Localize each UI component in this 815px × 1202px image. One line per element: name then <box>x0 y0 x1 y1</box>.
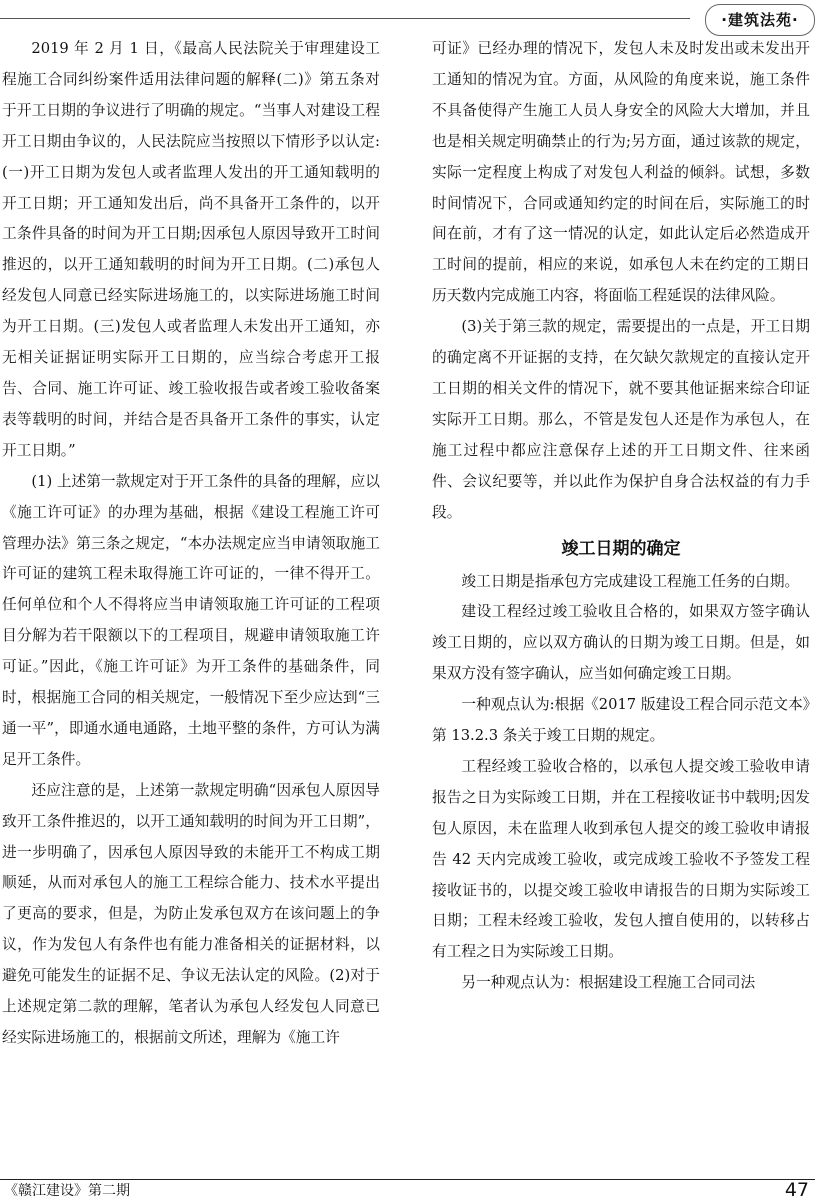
page-number: 47 <box>784 1179 809 1201</box>
paragraph: (3)关于第三款的规定，需要提出的一点是，开工日期的确定离不开证据的支持，在欠缺欠款规定的直接认定开工日期的相关文件的情况下，就不要其他证据来综合印证实际开工日期。那么，不管是发包人还是作为承包人，在施工过程中都应注意保存上述的开工日期文件、往来函件、会议纪要等，并以此作为保护自身合法权益的有力手段。 <box>432 318 810 521</box>
left-column <box>2 34 380 1054</box>
right-column <box>432 34 810 999</box>
paragraph: 一种观点认为:根据《2017 版建设工程合同示范文本》第 13.2.3 条关于竣工日期的规定。 <box>432 696 810 745</box>
paragraph: 工程经竣工验收合格的，以承包人提交竣工验收申请报告之日为实际竣工日期，并在工程接收证书中载明;因发包人原因，未在监理人收到承包人提交的竣工验收申请报告 42 天内完成竣工验收，或完成竣工验收不予签发工程接收证书的，以提交竣工验收申请报告的日期为实际竣工日期；工程未经竣工验收，发包人擅自使用的，以转移占有工程之日为实际竣工日期。 <box>432 757 810 961</box>
footer-rule <box>0 1179 815 1180</box>
section-heading: 竣工日期的确定 <box>561 538 681 559</box>
paragraph-continued: 可证》已经办理的情况下，发包人未及时发出或未发出开工通知的情况为宜。方面，从风险的角度来说，施工条件不具备使得产生施工人员人身安全的风险大大增加，并且也是相关规定明确禁止的行为;另方面，通过该款的规定，实际一定程度上构成了对发包人利益的倾斜。试想，多数时间情况下，合同或通知约定的时间在后，实际施工的时间在前，才有了这一情况的认定，如此认定后必然造成开工时间的提前，相应的来说，如承包人未在约定的工期日历天数内完成施工内容，将面临工程延误的法律风险。 <box>432 40 810 305</box>
paragraph: (1) 上述第一款规定对于开工条件的具备的理解，应以《施工许可证》的办理为基础，根据《建设工程施工许可管理办法》第三条之规定，“本办法规定应当申请领取施工许可证的建筑工程未取得施工许可证的，一律不得开工。任何单位和个人不得将应当申请领取施工许可证的工程项目分解为若干限额以下的工程项目，规避申请领取施工许可证。”因此，《施工许可证》为开工条件的基础条件，同时，根据施工合同的相关规定，一般情况下至少应达到“三通一平”，即通水通电通路，土地平整的条件，方可认为满足开工条件。 <box>2 472 380 768</box>
header-rule <box>0 18 690 19</box>
paragraph: 还应注意的是，上述第一款规定明确“因承包人原因导致开工条件推迟的，以开工通知载明的时间为开工日期”，进一步明确了，因承包人原因导致的未能开工不构成工期顺延，从而对承包人的施工工程综合能力、技术水平提出了更高的要求，但是，为防止发承包双方在该问题上的争议，作为发包人有条件也有能力准备相关的证据材料，以避免可能发生的证据不足、争议无法认定的风险。(2)对于上述规定第二款的理解，笔者认为承包人经发包人同意已经实际进场施工的，根据前文所述，理解为《施工许 <box>2 781 380 1046</box>
paragraph: 2019 年 2 月 1 日，《最高人民法院关于审理建设工程施工合同纠纷案件适用法律问题的解释(二)》第五条对于开工日期的争议进行了明确的规定。“当事人对建设工程开工日期由争议的，人民法院应当按照以下情形予以认定:(一)开工日期为发包人或者监理人发出的开工通知载明的开工日期；开工通知发出后，尚不具备开工条件的，以开工条件具备的时间为开工日期;因承包人原因导致开工时间推迟的，以开工通知载明的时间为开工日期。(二)承包人经发包人同意已经实际进场施工的，以实际进场施工时间为开工日期。(三)发包人或者监理人未发出开工通知，亦无相关证据证明实际开工日期的，应当综合考虑开工报告、合同、施工许可证、竣工验收报告或者竣工验收备案表等载明的时间，并结合是否具备开工条件的事实，认定开工日期。” <box>2 40 380 459</box>
section-badge: ·建筑法苑· <box>705 4 815 36</box>
paragraph: 建设工程经过竣工验收且合格的，如果双方签字确认竣工日期的，应以双方确认的日期为竣工日期。但是，如果双方没有签字确认，应当如何确定竣工日期。 <box>432 603 810 683</box>
journal-title: 《赣江建设》第二期 <box>4 1183 130 1199</box>
paragraph: 另一种观点认为：根据建设工程施工合同司法 <box>461 974 756 992</box>
paragraph: 竣工日期是指承包方完成建设工程施工任务的白期。 <box>461 572 800 590</box>
